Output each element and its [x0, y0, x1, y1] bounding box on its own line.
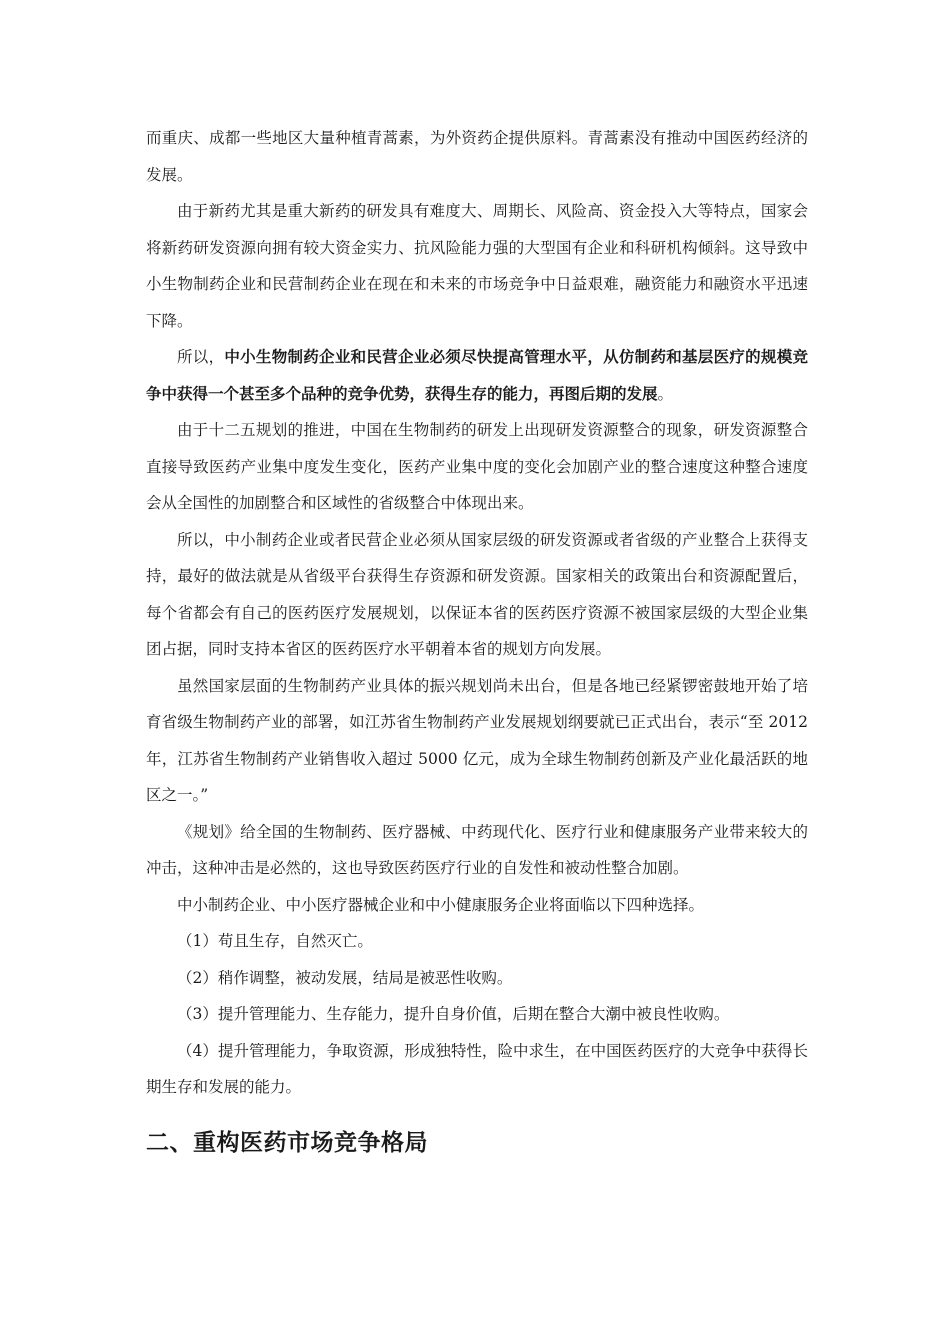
paragraph-4: 由于十二五规划的推进，中国在生物制药的研发上出现研发资源整合的现象，研发资源整合直接导致医药产业集中度发生变化，医药产业集中度的变化会加剧产业的整合速度这种整合速度会从全国性的加剧整合和区域性的省级整合中体现出来。 — [146, 421, 808, 512]
option-item-4: （4）提升管理能力，争取资源，形成独特性，险中求生，在中国医药医疗的大竞争中获得长期生存和发展的能力。 — [146, 1041, 808, 1096]
paragraph-6: 虽然国家层面的生物制药产业具体的振兴规划尚未出台，但是各地已经紧锣密鼓地开始了培育省级生物制药产业的部署，如江苏省生物制药产业发展规划纲要就已正式出台，表示“至 2012 年，江苏省生物制药产业销售收入超过 5000 亿元，成为全球生物制药创新及产业化最活跃的地区之一。” — [146, 676, 808, 804]
paragraph-2: 由于新药尤其是重大新药的研发具有难度大、周期长、风险高、资金投入大等特点，国家会将新药研发资源向拥有较大资金实力、抗风险能力强的大型国有企业和科研机构倾斜。这导致中小生物制药企业和民营制药企业在现在和未来的市场竞争中日益艰难，融资能力和融资水平迅速下降。 — [146, 202, 808, 330]
paragraph-1: 而重庆、成都一些地区大量种植青蒿素，为外资药企提供原料。青蒿素没有推动中国医药经济的发展。 — [146, 129, 808, 184]
paragraph-3-emphasis: 中小生物制药企业和民营企业必须尽快提高管理水平，从仿制药和基层医疗的规模竞争中获得一个甚至多个品种的竞争优势，获得生存的能力，再图后期的发展 — [146, 347, 808, 403]
paragraph-8: 中小制药企业、中小医疗器械企业和中小健康服务企业将面临以下四种选择。 — [177, 895, 705, 914]
paragraph-5: 所以，中小制药企业或者民营企业必须从国家层级的研发资源或者省级的产业整合上获得支持，最好的做法就是从省级平台获得生存资源和研发资源。国家相关的政策出台和资源配置后，每个省都会有自己的医药医疗发展规划，以保证本省的医药医疗资源不被国家层级的大型企业集团占据，同时支持本省区的医药医疗水平朝着本省的规划方向发展。 — [146, 530, 808, 658]
option-item-3: （3）提升管理能力、生存能力，提升自身价值，后期在整合大潮中被良性收购。 — [177, 1005, 730, 1023]
paragraph-3-suffix: 。 — [657, 384, 674, 403]
option-item-1: （1）苟且生存，自然灭亡。 — [177, 932, 373, 950]
document-body — [146, 120, 808, 1106]
section-heading: 二、重构医药市场竞争格局 — [146, 1130, 428, 1156]
option-item-2: （2）稍作调整，被动发展，结局是被恶性收购。 — [177, 968, 513, 987]
paragraph-3 — [146, 339, 808, 412]
paragraph-7: 《规划》给全国的生物制药、医疗器械、中药现代化、医疗行业和健康服务产业带来较大的冲击，这种冲击是必然的，这也导致医药医疗行业的自发性和被动性整合加剧。 — [146, 822, 808, 877]
paragraph-3-prefix: 所以， — [177, 348, 225, 366]
